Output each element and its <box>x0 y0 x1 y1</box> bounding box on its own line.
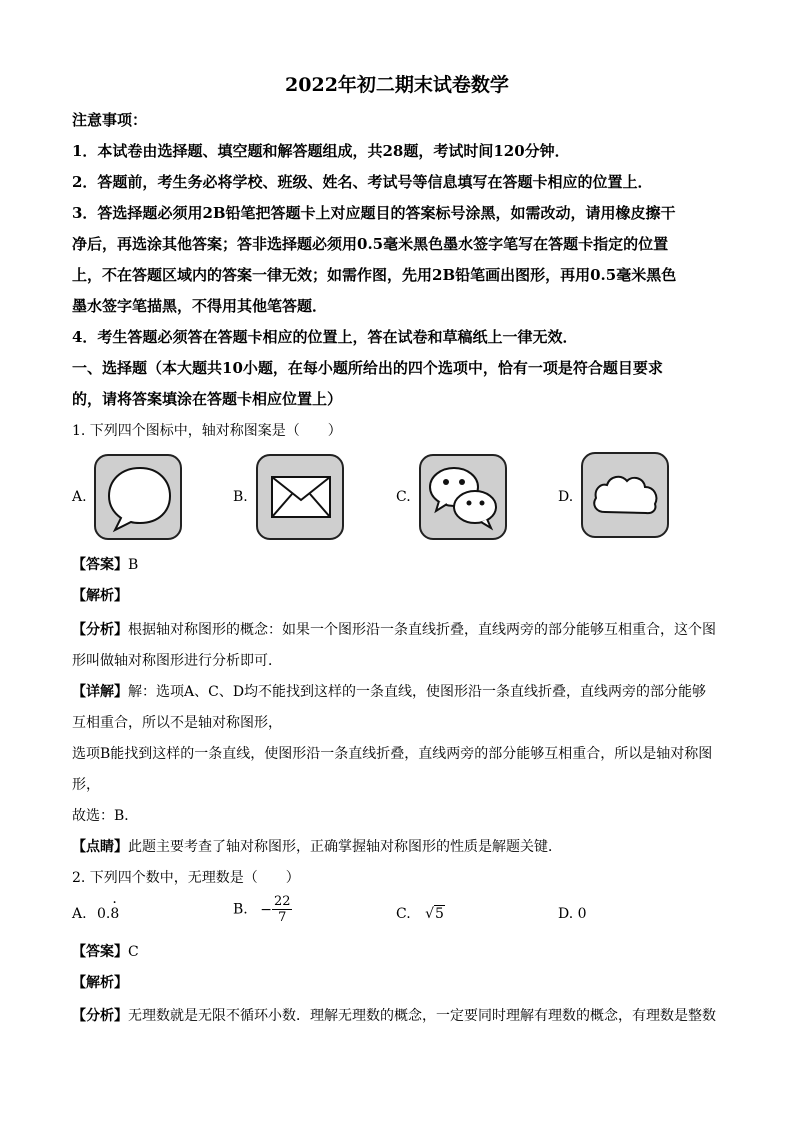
q1-xiangjie-line-3: 选项B能找到这样的一条直线，使图形沿一条直线折叠，直线两旁的部分能够互相重合，所以是轴对称图 <box>72 746 713 762</box>
q1-answer <box>72 555 138 575</box>
q2-option-b-denominator: 7 <box>278 910 287 925</box>
section-1-heading-line-1: 一、选择题（本大题共10小题，在每小题所给出的四个选项中，恰有一项是符合题目要求 <box>72 359 663 377</box>
q1-fenxi-text-1: 根据轴对称图形的概念：如果一个图形沿一条直线折叠，直线两旁的部分能够互相重合，这个图 <box>128 622 716 638</box>
q2-fenxi-tag: 【分析】 <box>72 1008 128 1024</box>
q1-fenxi-line-2: 形叫做轴对称图形进行分析即可． <box>72 653 282 669</box>
q2-option-b-numerator: 22 <box>273 894 291 909</box>
q2-option-c-radicand: 5 <box>435 906 444 922</box>
q2-answer <box>72 942 139 962</box>
q2-option-b <box>233 894 292 925</box>
sqrt-symbol-icon: √ <box>425 906 435 922</box>
question-2-stem: 2. 下列四个数中，无理数是（ ） <box>72 870 300 886</box>
notice-item-1: 1．本试卷由选择题、填空题和解答题组成，共28题，考试时间120分钟． <box>72 142 570 160</box>
q2-option-a-int: 0. <box>97 906 111 922</box>
q2-option-a-label: A. <box>72 906 87 922</box>
q1-answer-tag: 【答案】 <box>72 557 128 573</box>
q1-fenxi-line-1 <box>72 620 716 640</box>
notice-item-3-line-1: 3．答选择题必须用2B铅笔把答题卡上对应题目的答案标号涂黑，如需改动，请用橡皮擦干 <box>72 204 676 222</box>
notice-item-3-line-4: 墨水签字笔描黑，不得用其他笔答题． <box>72 297 328 315</box>
speech-bubble-icon <box>94 454 182 540</box>
q1-dianjing-tag: 【点睛】 <box>72 839 128 855</box>
q1-xiangjie-line-4: 形， <box>72 777 100 793</box>
q1-xiangjie-tag: 【详解】 <box>72 684 128 700</box>
q2-option-c <box>396 906 445 922</box>
q2-fenxi-line-1 <box>72 1006 716 1026</box>
q2-option-b-sign: − <box>260 901 272 918</box>
notice-item-2: 2．答题前，考生务必将学校、班级、姓名、考试号等信息填写在答题卡相应的位置上． <box>72 173 653 191</box>
wechat-icon <box>419 454 507 540</box>
q2-option-d: D. 0 <box>558 906 587 922</box>
q1-xiangjie-line-5: 故选：B． <box>72 808 139 824</box>
q1-option-b-label: B. <box>233 489 248 505</box>
q2-option-a <box>72 906 119 922</box>
notice-heading: 注意事项： <box>72 111 148 129</box>
q1-fenxi-tag: 【分析】 <box>72 622 128 638</box>
q1-analysis-tag: 【解析】 <box>72 588 128 604</box>
q1-xiangjie-line-1 <box>72 682 706 702</box>
cloud-icon <box>581 452 669 538</box>
q2-answer-tag: 【答案】 <box>72 944 128 960</box>
q1-option-c-label: C. <box>396 489 411 505</box>
q1-xiangjie-line-2: 互相重合，所以不是轴对称图形， <box>72 715 282 731</box>
q1-xiangjie-text-1: 解：选项A、C、D均不能找到这样的一条直线，使图形沿一条直线折叠，直线两旁的部分能够 <box>128 684 707 700</box>
q2-fenxi-text-1: 无理数就是无限不循环小数．理解无理数的概念，一定要同时理解有理数的概念，有理数是整数 <box>128 1008 716 1024</box>
section-1-heading-line-2: 的，请将答案填涂在答题卡相应位置上） <box>72 390 343 408</box>
envelope-icon <box>256 454 344 540</box>
notice-item-3-line-2: 净后，再选涂其他答案；答非选择题必须用0.5毫米黑色墨水签字笔写在答题卡指定的位置 <box>72 235 669 253</box>
q2-option-c-label: C. <box>396 906 411 922</box>
q2-option-a-repeating-digit: · 8 <box>110 906 119 922</box>
q2-option-b-fraction <box>272 894 293 925</box>
notice-item-4: 4．考生答题必须答在答题卡相应的位置上，答在试卷和草稿纸上一律无效． <box>72 328 578 346</box>
q1-dianjing-text: 此题主要考查了轴对称图形，正确掌握轴对称图形的性质是解题关键． <box>128 839 562 855</box>
notice-item-3-line-3: 上，不在答题区域内的答案一律无效；如需作图，先用2B铅笔画出图形，再用0.5毫米黑色 <box>72 266 677 284</box>
question-1-stem: 1. 下列四个图标中，轴对称图案是（ ） <box>72 423 342 439</box>
q2-answer-value: C <box>128 944 139 960</box>
q2-option-b-label: B. <box>233 901 248 918</box>
page-title: 2022年初二期末试卷数学 <box>285 74 509 96</box>
q1-answer-value: B <box>128 557 139 573</box>
q2-analysis-tag: 【解析】 <box>72 975 128 991</box>
q1-dianjing <box>72 837 562 857</box>
q1-option-d-label: D. <box>558 489 574 505</box>
q1-option-a-label: A. <box>72 489 87 505</box>
